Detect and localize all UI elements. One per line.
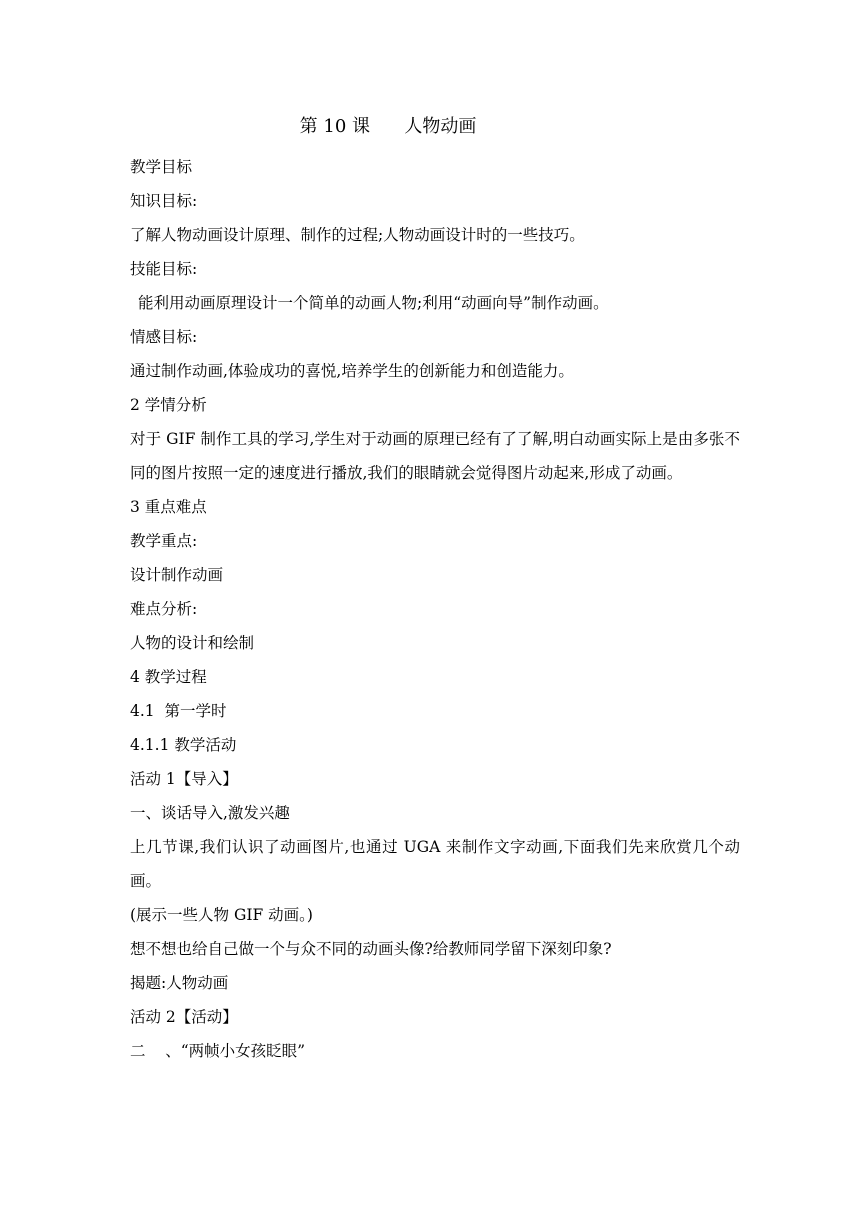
text-teaching-focus: 设计制作动画 [130, 566, 224, 584]
document-body [130, 150, 740, 1068]
text-question: 想不想也给自己做一个与众不同的动画头像?给教师同学留下深刻印象? [130, 940, 612, 958]
heading-teaching-process: 4 教学过程 [130, 668, 207, 686]
text-show-gif: (展示一些人物 GIF 动画。) [130, 906, 313, 924]
label-activity-1: 活动 1【导入】 [130, 770, 238, 788]
heading-intro: 一、谈话导入,激发兴趣 [130, 804, 290, 822]
page-title: 第 10 课 人物动画 [299, 116, 477, 137]
text-skill-goal: 能利用动画原理设计一个简单的动画人物;利用“动画向导”制作动画。 [138, 294, 609, 312]
label-emotion-goal: 情感目标: [130, 328, 198, 346]
text-knowledge-goal: 了解人物动画设计原理、制作的过程;人物动画设计时的一些技巧。 [130, 226, 585, 244]
heading-teaching-activities: 4.1.1 教学活动 [130, 736, 237, 754]
text-difficulty: 人物的设计和绘制 [130, 634, 255, 652]
label-teaching-focus: 教学重点: [130, 532, 198, 550]
label-activity-2: 活动 2【活动】 [130, 1008, 238, 1026]
heading-two-frame-blink: 二 、“两帧小女孩眨眼” [130, 1042, 306, 1060]
text-emotion-goal: 通过制作动画,体验成功的喜悦,培养学生的创新能力和创造能力。 [130, 362, 574, 380]
text-reveal-topic: 揭题:人物动画 [130, 974, 229, 992]
text-student-analysis: 对于 GIF 制作工具的学习,学生对于动画的原理已经有了了解,明白动画实际上是由多张不同的图片按照一定的速度进行播放,我们的眼睛就会觉得图片动起来,形成了动画。 [130, 430, 740, 482]
text-intro: 上几节课,我们认识了动画图片,也通过 UGA 来制作文字动画,下面我们先来欣赏几个动画。 [130, 838, 740, 890]
label-knowledge-goal: 知识目标: [130, 192, 198, 210]
heading-first-period: 4.1 第一学时 [130, 702, 227, 720]
heading-student-analysis: 2 学情分析 [130, 396, 207, 414]
heading-key-points: 3 重点难点 [130, 498, 207, 516]
label-difficulty: 难点分析: [130, 600, 198, 618]
label-skill-goal: 技能目标: [130, 260, 198, 278]
heading-teaching-goals: 教学目标 [130, 158, 193, 176]
